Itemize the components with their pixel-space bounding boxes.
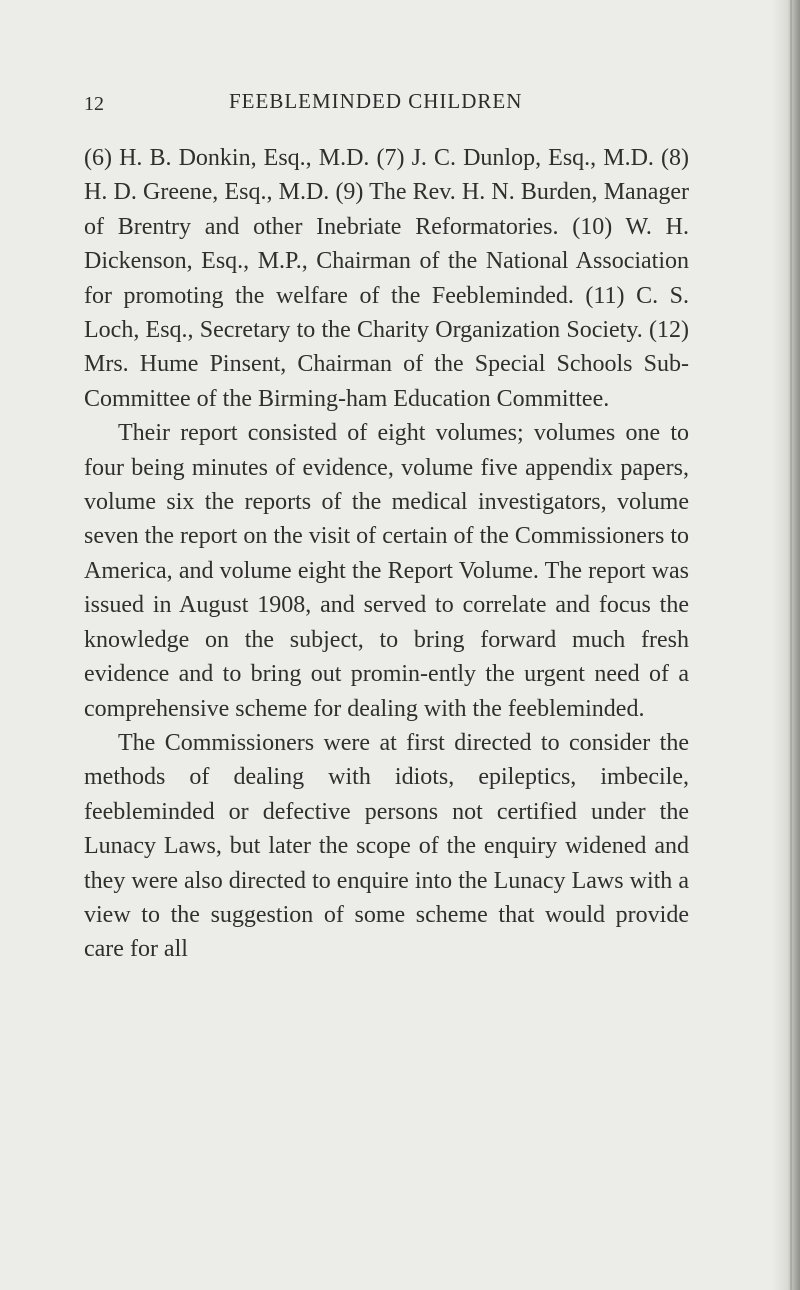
page-header bbox=[84, 89, 724, 121]
paragraph-commission-members: (6) H. B. Donkin, Esq., M.D. (7) J. C. Dunlop, Esq., M.D. (8) H. D. Greene, Esq., M.D. (9) The Rev. H. N. Burden, Manager of Brentry and other Inebriate Reformatories. (10) W. H. Dickenson, Esq., M.P., Chairman of the National Association for promoting the welfare of the Feebleminded. (11) C. S. Loch, Esq., Secretary to the Charity Organization Society. (12) Mrs. Hume Pinsent, Chairman of the Special Schools Sub-Committee of the Birming-ham Education Committee. bbox=[84, 145, 689, 412]
page-edge-line bbox=[790, 0, 792, 1290]
page-number: 12 bbox=[84, 93, 104, 115]
paragraph-commission-scope: The Commissioners were at first directed to consider the methods of dealing with idiots, epileptics, imbecile, feebleminded or defective persons not certified under the Lunacy Laws, but later the scope of the enquiry widened and they were also directed to enquire into the Lunacy Laws with a view to the suggestion of some scheme that would provide care for all bbox=[84, 729, 689, 963]
running-title: FEEBLEMINDED CHILDREN bbox=[229, 89, 523, 113]
body-text bbox=[84, 141, 689, 967]
paragraph-report-volumes: Their report consisted of eight volumes; volumes one to four being minutes of evidence, volume five appendix papers, volume six the reports of the medical investigators, volume seven the report on the visit of certain of the Commissioners to America, and volume eight the Report Volume. The report was issued in August 1908, and served to correlate and focus the knowledge on the subject, to bring forward much fresh evidence and to bring out promin-ently the urgent need of a comprehensive scheme for dealing with the feebleminded. bbox=[84, 420, 689, 722]
page-edge-shadow bbox=[772, 0, 800, 1290]
